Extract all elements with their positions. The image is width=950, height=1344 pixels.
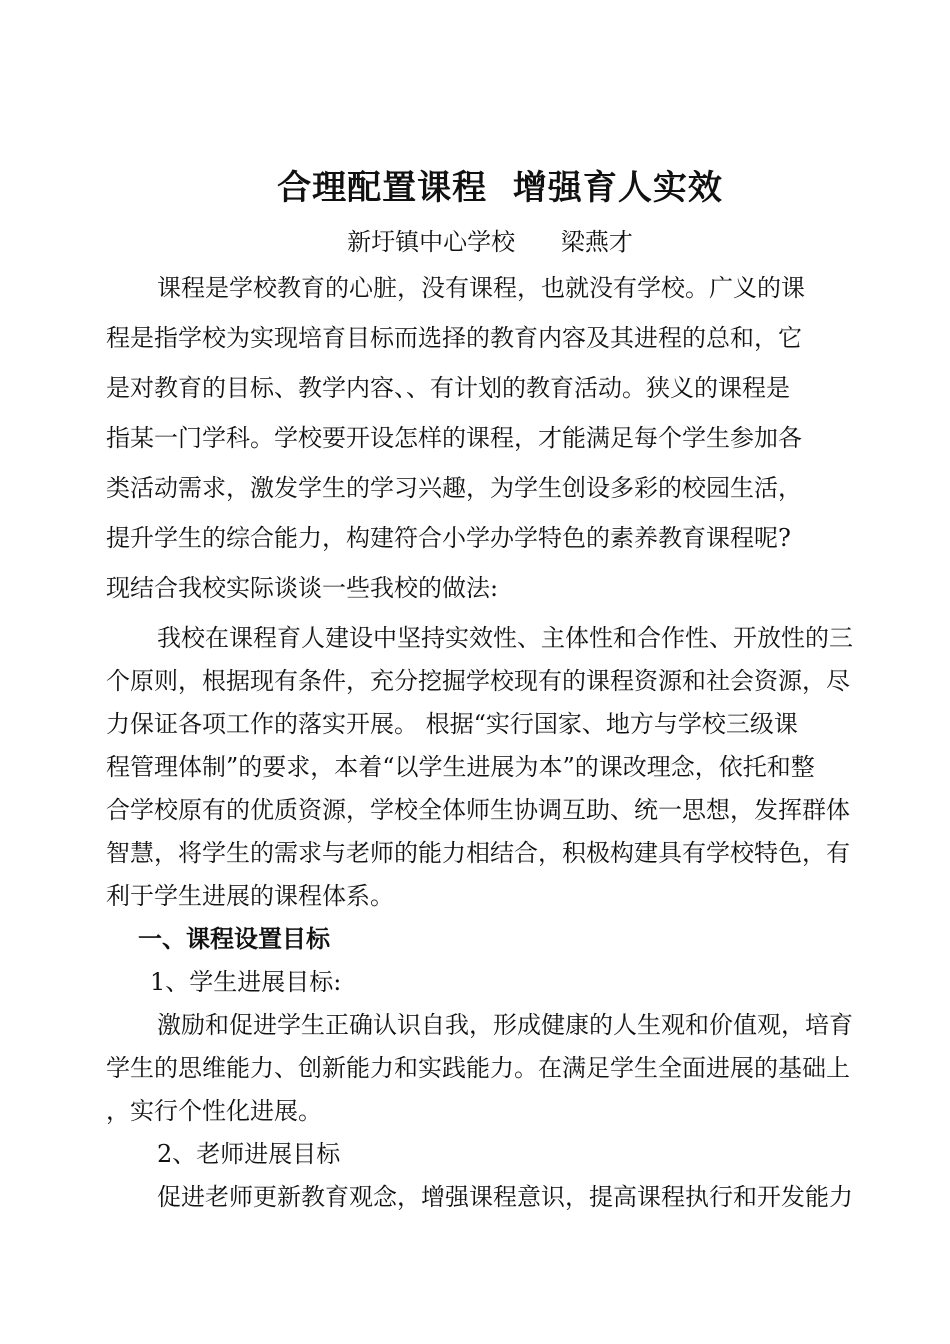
intro-line: 类活动需求，激发学生的学习兴趣，为学生创设多彩的校园生活， [106,474,802,502]
intro-line: 课程是学校教育的心脏，没有课程，也就没有学校。广义的课 [157,274,805,302]
subsection-label: 1、学生进展目标: [150,968,342,996]
intro-line: 现结合我校实际谈谈一些我校的做法: [106,574,499,602]
section-heading: 一、课程设置目标 [138,925,330,953]
principle-line: 合学校原有的优质资源，学校全体师生协调互助、统一思想，发挥群体 [106,796,850,824]
intro-line: 程是指学校为实现培育目标而选择的教育内容及其进程的总和，它 [106,324,802,352]
principle-line: 程管理体制”的要求，本着“以学生进展为本”的课改理念，依托和整 [106,753,815,781]
subsection-line: 促进老师更新教育观念，增强课程意识，提高课程执行和开发能力 [157,1183,853,1211]
subsection-label: 2、老师进展目标 [157,1140,341,1168]
intro-line: 提升学生的综合能力，构建符合小学办学特色的素养教育课程呢? [106,524,791,552]
principle-line: 个原则，根据现有条件，充分挖掘学校现有的课程资源和社会资源，尽 [106,667,850,695]
intro-line: 是对教育的目标、教学内容、、有计划的教育活动。狭义的课程是 [106,374,790,402]
principle-line: 力保证各项工作的落实开展。 根据“实行国家、地方与学校三级课 [106,710,798,738]
principle-line: 利于学生进展的课程体系。 [106,882,394,910]
intro-line: 指某一门学科。学校要开设怎样的课程，才能满足每个学生参加各 [106,424,802,452]
principle-line: 我校在课程育人建设中坚持实效性、主体性和合作性、开放性的三 [157,624,853,652]
principle-line: 智慧，将学生的需求与老师的能力相结合，积极构建具有学校特色，有 [106,839,850,867]
document-byline: 新圩镇中心学校 梁燕才 [347,228,633,256]
document-title: 合理配置课程 增强育人实效 [277,168,723,208]
subsection-line: 学生的思维能力、创新能力和实践能力。在满足学生全面进展的基础上 [106,1054,850,1082]
subsection-line: ，实行个性化进展。 [106,1097,322,1125]
subsection-line: 激励和促进学生正确认识自我，形成健康的人生观和价值观，培育 [157,1011,853,1039]
